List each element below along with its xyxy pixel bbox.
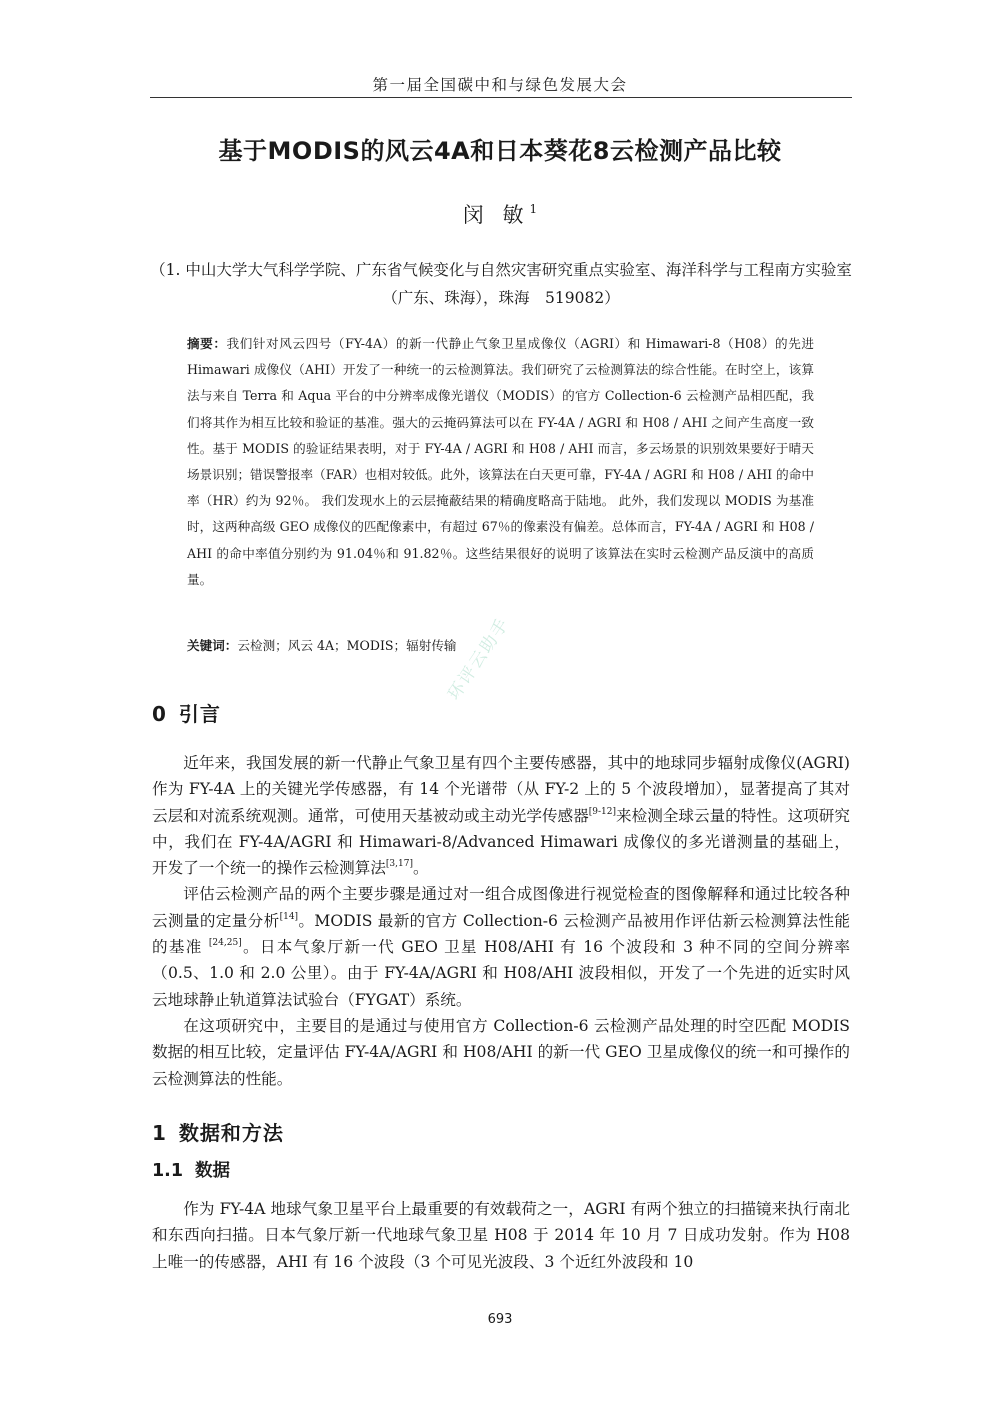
intro-body <box>152 750 850 1092</box>
header-divider <box>150 97 852 98</box>
paragraph: 在这项研究中，主要目的是通过与使用官方 Collection-6 云检测产品处理的时空匹配 MODIS 数据的相互比较，定量评估 FY-4A/AGRI 和 H08/AHI 的新一代 GEO 卫星成像仪的统一和可操作的云检测算法的性能。 <box>152 1016 850 1088</box>
paragraph: 评估云检测产品的两个主要步骤是通过对一组合成图像进行视觉检查的图像解释和通过比较各种云测量的定量分析[14]。MODIS 最新的官方 Collection-6 云检测产品被用作评估新云检测算法性能的基准 [24,25]。日本气象厅新一代 GEO 卫星 H08/AHI 有 16 个波段和 3 种不同的空间分辨率（0.5、1.0 和 2.0 公里）。由于 FY-4A/AGRI 和 H08/AHI 波段相似，开发了一个先进的近实时风云地球静止轨道算法试验台（FYGAT）系统。 <box>152 885 850 1009</box>
abstract-text: 我们针对风云四号（FY-4A）的新一代静止气象卫星成像仪（AGRI）和 Himawari-8（H08）的先进 Himawari 成像仪（AHI）开发了一种统一的云检测算法。我们研究了云检测算法的综合性能。在时空上，该算法与来自 Terra 和 Aqua 平台的中分辨率成像光谱仪（MODIS）的官方 Collection-6 云检测产品相匹配，我们将其作为相互比较和验证的基准。强大的云掩码算法可以在 FY-4A / AGRI 和 H08 / AHI 之间产生高度一致性。基于 MODIS 的验证结果表明，对于 FY-4A / AGRI 和 H08 / AHI 而言，多云场景的识别效果要好于晴天场景识别；错误警报率（FAR）也相对较低。此外，该算法在白天更可靠，FY-4A / AGRI 和 H08 / AHI 的命中率（HR）约为 92％。 我们发现水上的云层掩蔽结果的精确度略高于陆地。 此外，我们发现以 MODIS 为基准时，这两种高级 GEO 成像仪的匹配像素中，有超过 67％的像素没有偏差。总体而言，FY-4A / AGRI 和 H08 / AHI 的命中率值分别约为 91.04％和 91.82％。这些结果很好的说明了该算法在实时云检测产品反演中的高质量。 <box>187 336 815 587</box>
section-heading-methods <box>152 1117 284 1146</box>
author-line <box>300 199 700 229</box>
abstract-label: 摘要： <box>187 336 227 351</box>
author-name: 闵 敏 <box>462 203 530 227</box>
paper-title: 基于MODIS的风云4A和日本葵花8云检测产品比较 <box>218 137 782 165</box>
section-heading-intro <box>152 698 221 727</box>
running-header: 第一届全国碳中和与绿色发展大会 <box>372 76 628 94</box>
paragraph: 作为 FY-4A 地球气象卫星平台上最重要的有效载荷之一，AGRI 有两个独立的扫描镜来执行南北和东西向扫描。日本气象厅新一代地球气象卫星 H08 于 2014 年 10 月 7 日成功发射。作为 H08 上唯一的传感器，AHI 有 16 个波段（3 个可见光波段、3 个近红外波段和 10 <box>152 1200 850 1271</box>
methods-body <box>152 1196 850 1275</box>
section-title: 数据和方法 <box>178 1121 284 1145</box>
subsection-number: 1.1 <box>152 1161 184 1181</box>
citation: [3,17] <box>385 859 413 870</box>
citation: [9-12] <box>588 806 616 817</box>
section-title: 引言 <box>178 702 221 726</box>
subsection-title: 数据 <box>195 1161 231 1181</box>
affiliation: （1. 中山大学大气科学学院、广东省气候变化与自然灾害研究重点实验室、海洋科学与工程南方实验室（广东、珠海），珠海 519082） <box>150 261 852 307</box>
watermark: 环评云助手 <box>444 614 514 704</box>
abstract <box>187 331 814 593</box>
keywords-text: 云检测；风云 4A；MODIS；辐射传输 <box>237 638 457 653</box>
page-number: 693 <box>487 1312 513 1327</box>
keywords-label: 关键词： <box>187 638 238 653</box>
paragraph: 近年来，我国发展的新一代静止气象卫星有四个主要传感器，其中的地球同步辐射成像仪(AGRI)作为 FY-4A 上的关键光学传感器，有 14 个光谱带（从 FY-2 上的 5 个波段增加），显著提高了其对云层和对流系统观测。通常，可使用天基被动或主动光学传感器[9-12]来检测全球云量的特性。这项研究中，我们在 FY-4A/AGRI 和 Himawari-8/Advanced Himawari 成像仪的多光谱测量的基础上，开发了一个统一的操作云检测算法[3,17]。 <box>152 754 850 878</box>
subsection-heading-data <box>152 1157 230 1182</box>
author-affiliation-mark: 1 <box>529 202 538 216</box>
section-number: 0 <box>152 702 167 726</box>
citation: [14] <box>279 911 299 922</box>
citation: [24,25] <box>208 938 242 949</box>
section-number: 1 <box>152 1121 167 1145</box>
